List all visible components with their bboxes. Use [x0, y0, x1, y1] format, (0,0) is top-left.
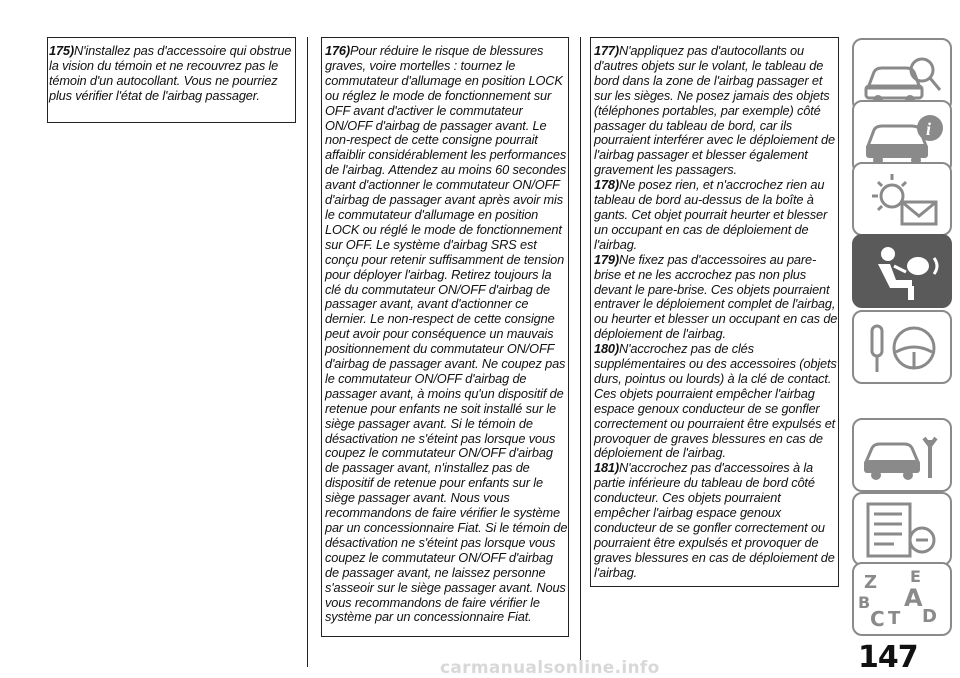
note-number: 181): [594, 460, 620, 476]
column-divider-left: [307, 37, 308, 667]
index-letter-e: E: [910, 567, 921, 586]
note-number: 180): [594, 341, 620, 357]
page-number: 147: [858, 640, 918, 675]
note-text: Ne posez rien, et n'accrochez rien au tableau de bord au-dessus de la boîte à gants. Cet objet pourrait heurter et blesser un occupant en cas de déploiement de l'airbag.: [594, 177, 828, 252]
note-text: Pour réduire le risque de blessures graves, voire mortelles : tournez le commutateur d'allumage en position LOCK ou réglez le mode de fonctionnement sur OFF avant d'activer le commutateur ON/OFF d'airbag de passager avant. Le non-respect de cette consigne pourrait affaiblir considérablement les performances de l'airbag. Attendez au moins 60 secondes avant d'actionner le commutateur ON/OFF d'airbag de passager avant après avoir mis le commutateur d'allumage en position LOCK ou réglé le mode de fonctionnement sur OFF. Le système d'airbag SRS est conçu pour retenir suffisamment de tension pour déployer l'airbag. Retirez toujours la clé du commutateur ON/OFF d'airbag de passager avant, avant d'actionner ce dernier. Le non-respect de cette consigne peut avoir pour conséquence un mauvais positionnement du commutateur ON/OFF d'airbag de passager avant. Ne coupez pas le commutateur ON/OFF d'airbag de passager avant, à moins qu'un dispositif de retenue pour enfants ne soit installé sur le siège passager avant. Si le témoin de désactivation ne s'éteint pas lorsque vous coupez le commutateur ON/OFF d'airbag de passager avant, n'installez pas de dispositif de retenue pour enfants sur le siège passager avant. Nous vous recommandons de faire vérifier le système par un concessionnaire Fiat. Si le témoin de désactivation ne s'éteint pas lorsque vous coupez le commutateur ON/OFF d'airbag de passager avant, ne laissez personne s'asseoir sur le siège passager avant. Nous vous recommandons de faire vérifier le système par un concessionnaire Fiat.: [325, 43, 568, 625]
alphabet-index-icon: [854, 564, 954, 638]
svg-text:i: i: [926, 119, 932, 139]
index-letter-a: A: [904, 584, 923, 612]
warning-light-envelope-icon: [854, 164, 954, 238]
car-wrench-icon: [854, 420, 954, 494]
column2-text: [325, 44, 568, 625]
note-181: [594, 461, 838, 580]
note-179: [594, 253, 838, 342]
note-178: [594, 178, 838, 253]
column3-text: [594, 44, 838, 581]
tab-safety[interactable]: [852, 234, 952, 308]
watermark-text: carmanualsonline.info: [440, 658, 660, 678]
note-number: 177): [594, 43, 620, 58]
index-letter-c: C: [870, 607, 885, 631]
note-number: 175): [49, 43, 75, 58]
note-text: N'accrochez pas d'accessoires à la partie inférieure du tableau de bord côté conducteur. Ces objets pourraient empêcher l'airbag espace genoux conducteur de se gonfler correctement ou pourraient être expulsés et provoquer de graves blessures en cas de déploiement de l'airbag.: [594, 460, 835, 580]
column1-text: [49, 44, 295, 104]
index-letter-d: D: [922, 606, 937, 627]
tab-maintenance[interactable]: [852, 492, 952, 566]
checklist-icon: [854, 494, 954, 568]
note-177: [594, 44, 838, 178]
key-steering-wheel-icon: [854, 312, 954, 386]
note-number: 179): [594, 251, 620, 267]
note-text: Ne fixez pas d'accessoires au pare-brise et ne les accrochez pas non plus devant le pare-brise. Ces objets pourraient entraver le déploiement complet de l'airbag, ou heurter et blesser un occupant en cas de déploiement de l'airbag.: [594, 251, 838, 342]
note-number: 176): [325, 43, 351, 58]
note-number: 178): [594, 177, 620, 193]
note-text: N'appliquez pas d'autocollants ou d'autres objets sur le volant, le tableau de bord dans la zone de l'airbag passager et sur les sièges. Ne posez jamais des objets (téléphones portables, par exemple) côté passager du tableau de bord, car ils pourraient interférer avec le déploiement de l'airbag passager et blesser également gravement les passagers.: [594, 43, 835, 178]
tab-starting-driving[interactable]: [852, 310, 952, 384]
note-175: [49, 44, 295, 104]
tab-warning-lights[interactable]: [852, 162, 952, 236]
index-letter-b: B: [858, 593, 871, 612]
column-divider-right: [580, 37, 581, 667]
note-text: N'accrochez pas de clés supplémentaires ou des accessoires (objets durs, pointus ou lourds) à la clé de contact. Ces objets pourraient empêcher l'airbag espace genoux conducteur de se gonfler correctement ou pourraient être expulsés et provoquer de graves blessures en cas de déploiement de l'airbag.: [594, 341, 837, 461]
note-180: [594, 342, 838, 461]
note-176: [325, 44, 568, 625]
note-text: N'installez pas d'accessoire qui obstrue la vision du témoin et ne recouvrez pas le témoin d'un autocollant. Vous ne pourriez plus vérifier l'état de l'airbag passager.: [49, 43, 292, 103]
column1-top-rule: [47, 37, 296, 38]
index-letter-t: T: [888, 608, 901, 629]
tab-index[interactable]: [852, 562, 952, 636]
seated-person-airbag-icon: [854, 236, 954, 310]
tab-emergency[interactable]: [852, 418, 952, 492]
index-letter-z: Z: [864, 572, 878, 593]
